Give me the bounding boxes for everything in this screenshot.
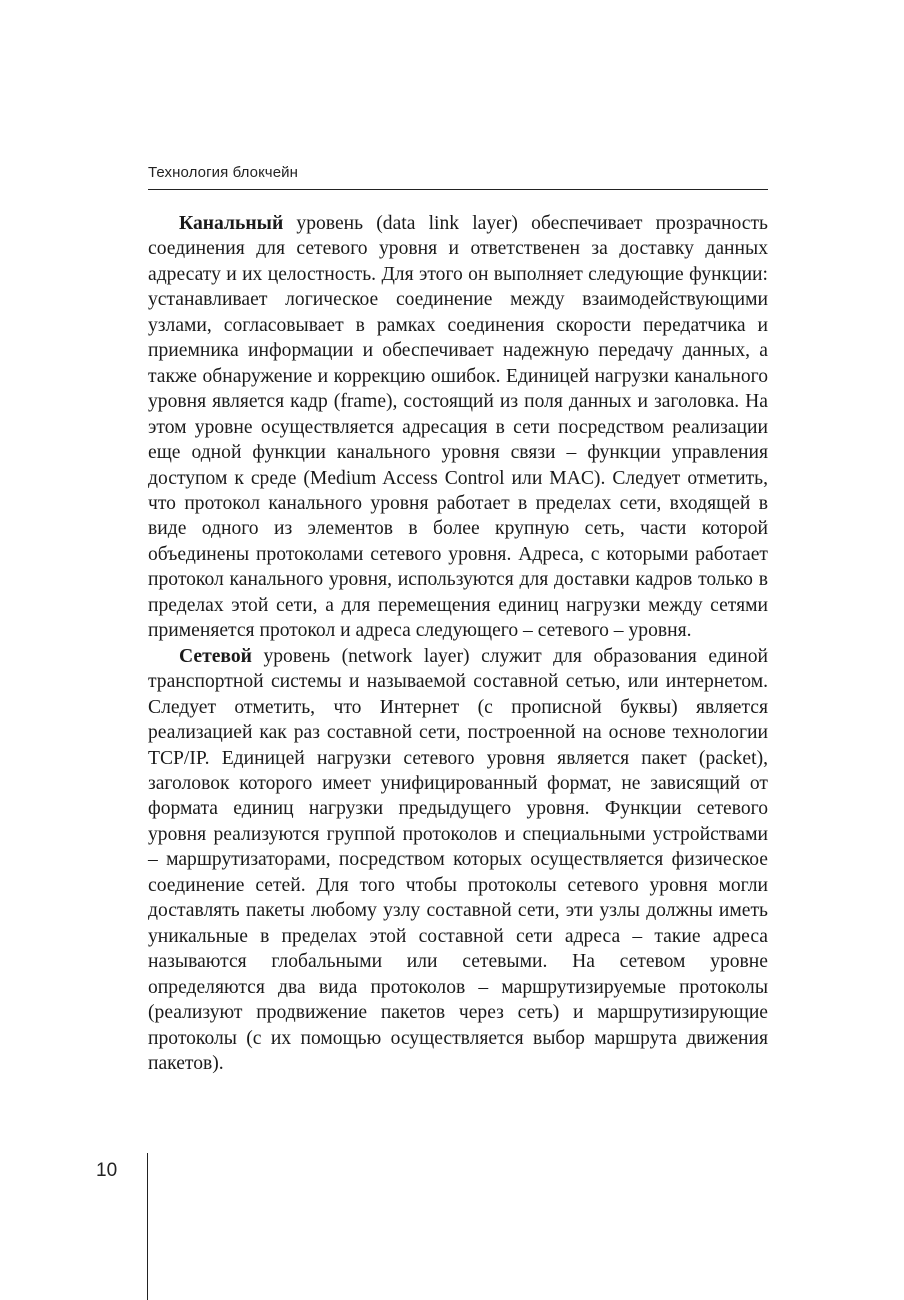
paragraph-network-layer [148,644,768,1077]
header-rule [148,189,768,190]
paragraph-text: уровень (network layer) служит для образования единой транспортной системы и называемой составной сетью, или интернетом. Следует отметить, что Интернет (с прописной буквы) является реализацией как раз составной сети, построенной на основе технологии TCP/IP. Единицей нагрузки сетевого уровня является пакет (packet), заголовок которого имеет унифицированный формат, не зависящий от формата единиц нагрузки предыдущего уровня. Функции сетевого уровня реализуются группой протоколов и специальными устройствами – маршрутизаторами, посредством которых осуществляется физическое соединение сетей. Для того чтобы протоколы сетевого уровня могли доставлять пакеты любому узлу составной сети, эти узлы должны иметь уникальные в пределах этой составной сети адреса – такие адреса называются глобальными или сетевыми. На сетевом уровне определяются два вида протоколов – маршрутизируемые протоколы (реализуют продвижение пакетов через сеть) и маршрутизирующие протоколы (с их помощью осуществляется выбор маршрута движения пакетов). [148,645,768,1074]
folio-rule [147,1153,148,1300]
term-data-link-layer: Канальный [179,213,284,234]
paragraph-text: уровень (data link layer) обеспечивает прозрачность соединения для сетевого уровня и ответственен за доставку данных адресату и их целостность. Для этого он выполняет следующие функции: устанавливает логическое соединение между взаимодействующими узлами, согласовывает в рамках соединения скорости передатчика и приемника информации и обеспечивает надежную передачу данных, а также обнаружение и коррекцию ошибок. Единицей нагрузки канального уровня является кадр (frame), состоящий из поля данных и заголовка. На этом уровне осуществляется адресация в сети посредством реализации еще одной функции канального уровня связи – функции управления доступом к среде (Medium Access Control или MAC). Следует отметить, что протокол канального уровня работает в пределах сети, входящей в виде одного из элементов в более крупную сеть, части которой объединены протоколами сетевого уровня. Адреса, с которыми работает протокол канального уровня, используются для доставки кадров только в пределах этой сети, а для перемещения единиц нагрузки между сетями применяется протокол и адреса следующего – сетевого – уровня. [148,213,768,642]
paragraph-data-link-layer [148,211,768,644]
term-network-layer: Сетевой [179,645,252,667]
page-number: 10 [96,1160,118,1181]
body-text [148,211,768,1076]
running-head: Технология блокчейн [148,164,298,181]
